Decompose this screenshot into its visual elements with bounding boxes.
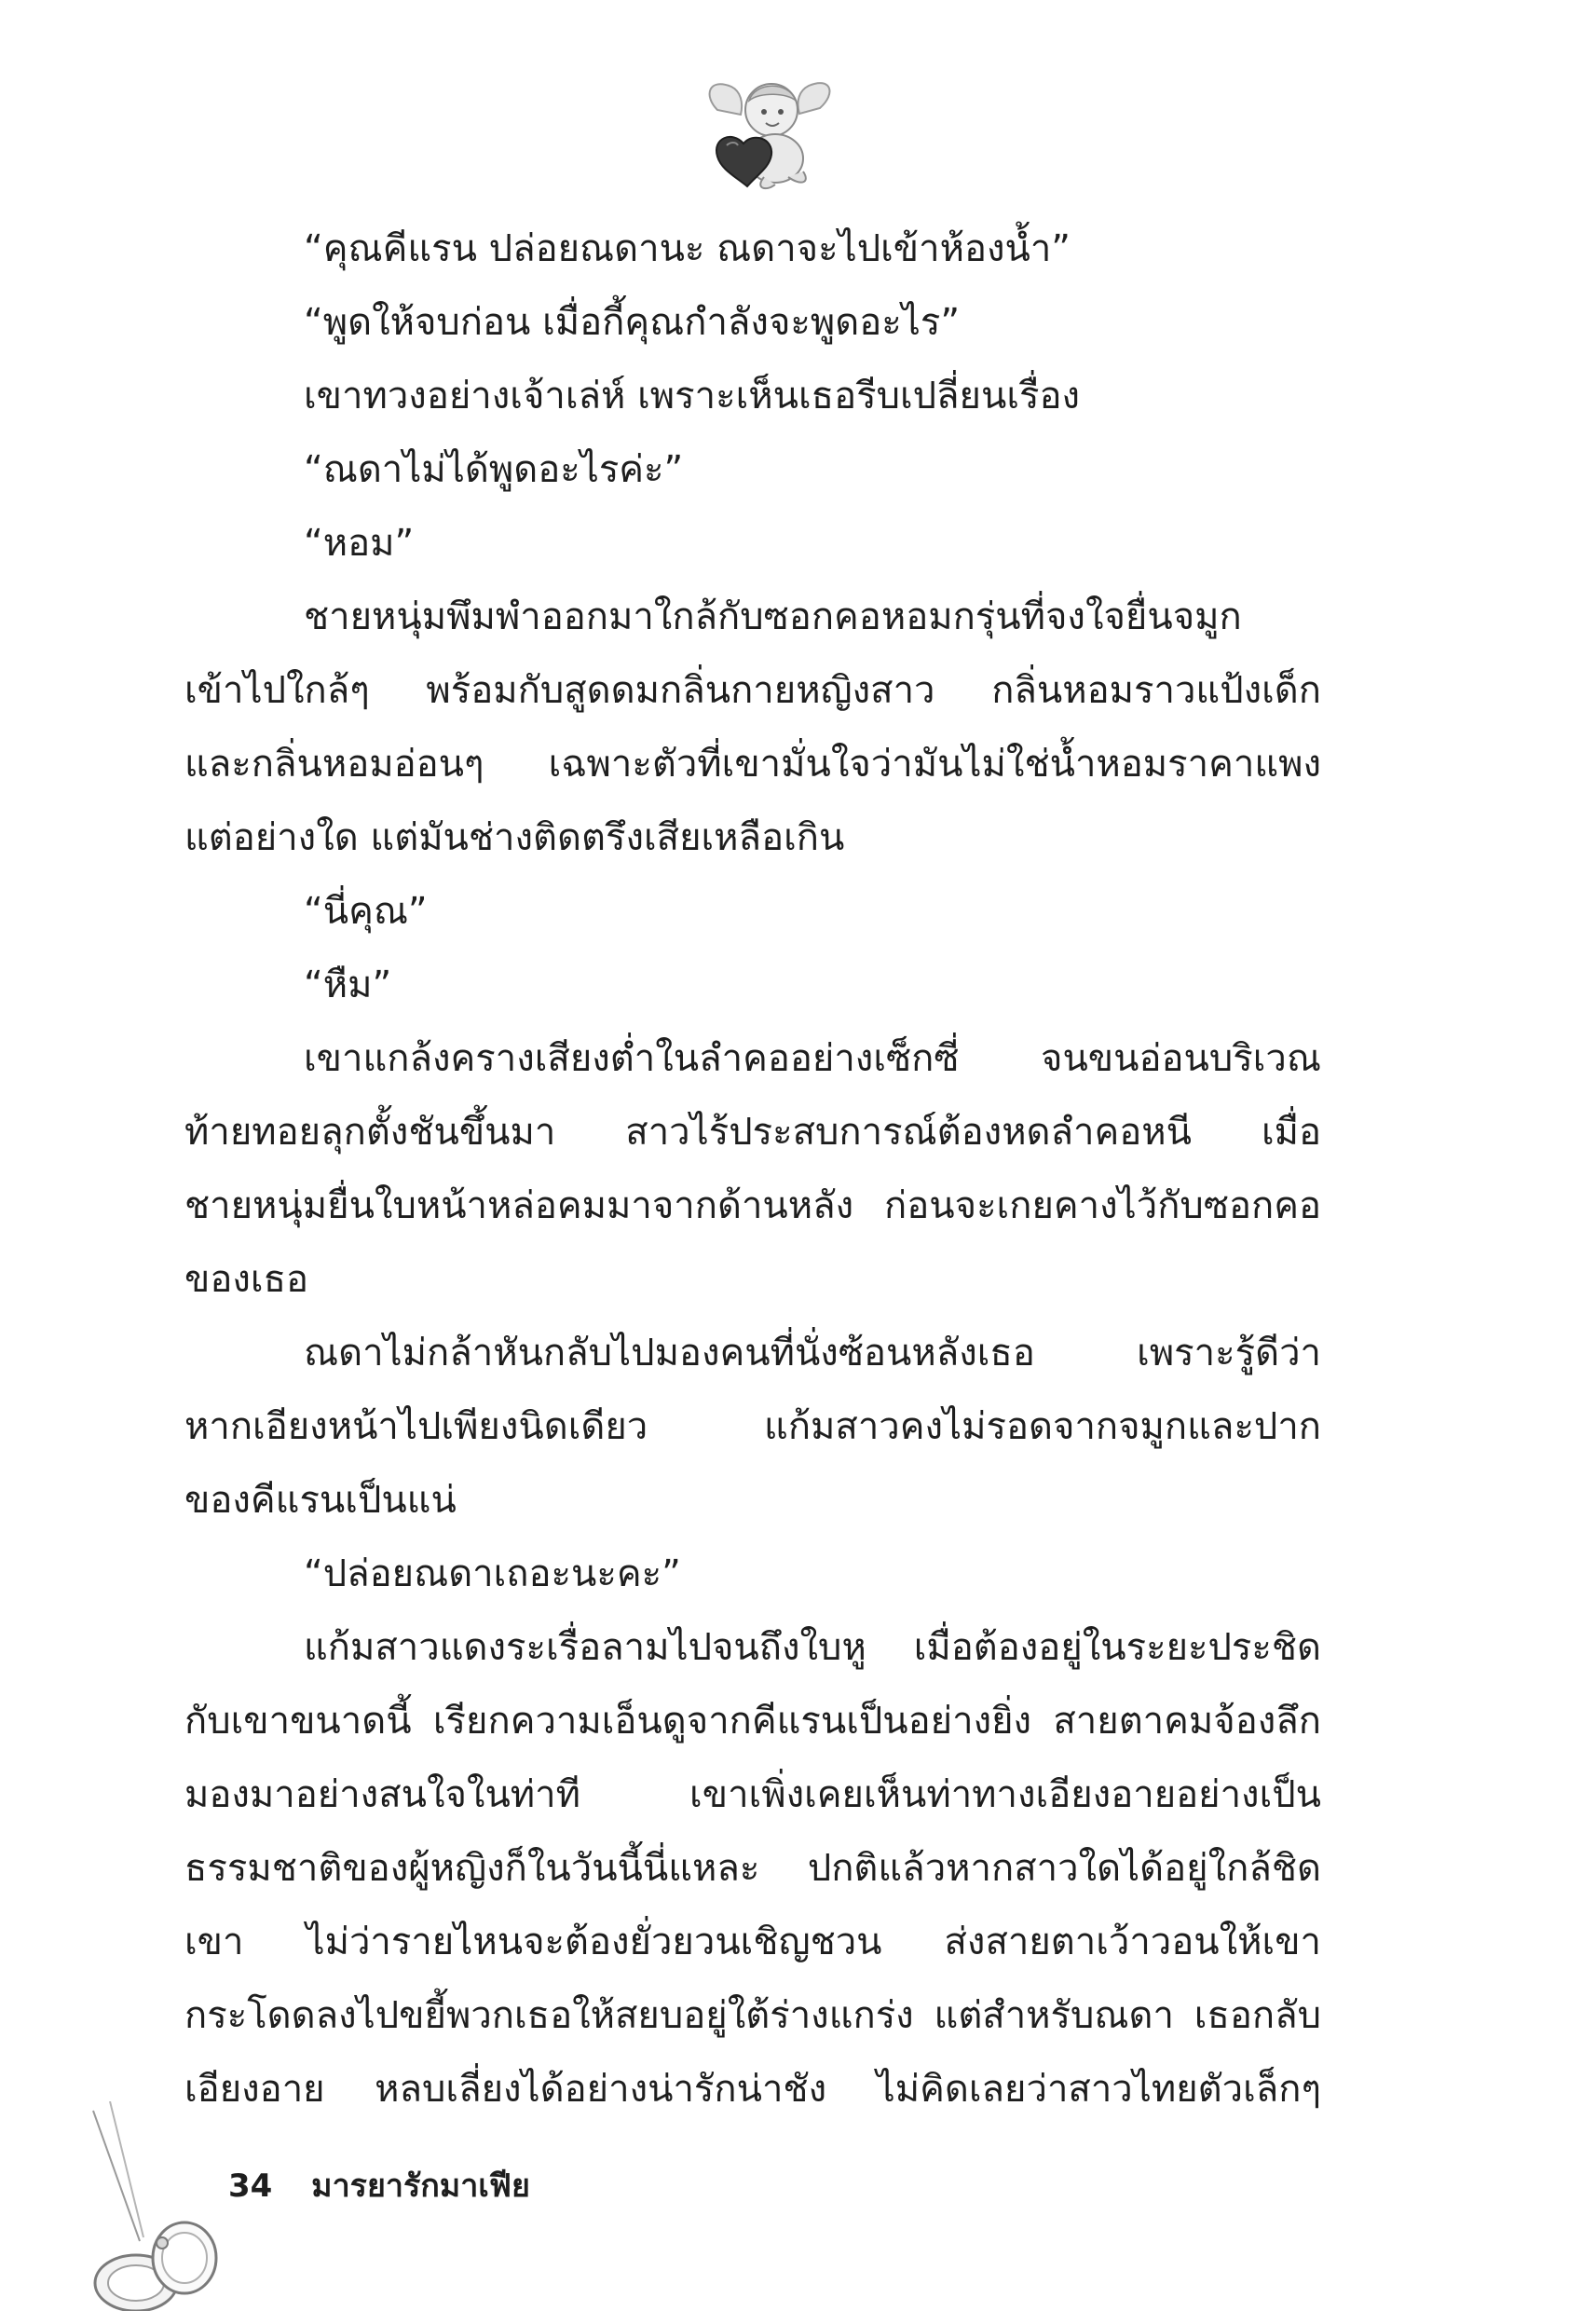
text-line: เขาแกล้งครางเสียงต่ำในลำคออย่างเซ็กซี่ จนขนอ่อนบริเวณ bbox=[304, 1037, 1321, 1080]
text-line: ของคีแรนเป็นแน่ bbox=[184, 1479, 457, 1522]
text-line: เอียงอาย หลบเลี่ยงได้อย่างน่ารักน่าชัง ไม่คิดเลยว่าสาวไทยตัวเล็กๆ bbox=[184, 2068, 1321, 2111]
page-footer bbox=[228, 2160, 530, 2210]
page-body-text bbox=[184, 212, 1321, 2126]
text-line: หากเอียงหน้าไปเพียงนิดเดียว แก้มสาวคงไม่รอดจากจมูกและปาก bbox=[184, 1405, 1321, 1448]
text-line: และกลิ่นหอมอ่อนๆ เฉพาะตัวที่เขามั่นใจว่ามันไม่ใช่น้ำหอมราคาแพง bbox=[184, 743, 1321, 786]
text-line: เขาทวงอย่างเจ้าเล่ห์ เพราะเห็นเธอรีบเปลี่ยนเรื่อง bbox=[304, 375, 1081, 417]
text-line: แก้มสาวแดงระเรื่อลามไปจนถึงใบหู เมื่อต้องอยู่ในระยะประชิด bbox=[304, 1626, 1321, 1669]
text-line: “คุณคีแรน ปล่อยณดานะ ณดาจะไปเข้าห้องน้ำ” bbox=[304, 227, 1071, 270]
text-line: “ณดาไม่ได้พูดอะไรค่ะ” bbox=[304, 448, 684, 491]
text-line: ชายหนุ่มพึมพำออกมาใกล้กับซอกคอหอมกรุ่นที่จงใจยื่นจมูก bbox=[304, 595, 1242, 638]
locket-icon bbox=[82, 2101, 222, 2311]
text-line: “หืม” bbox=[304, 964, 392, 1006]
text-line: กับเขาขนาดนี้ เรียกความเอ็นดูจากคีแรนเป็นอย่างยิ่ง สายตาคมจ้องลึก bbox=[184, 1700, 1321, 1743]
text-line: กระโดดลงไปขยี้พวกเธอให้สยบอยู่ใต้ร่างแกร่ง แต่สำหรับณดา เธอกลับ bbox=[184, 1994, 1321, 2037]
text-line: “ปล่อยณดาเถอะนะคะ” bbox=[304, 1552, 681, 1595]
text-line: ของเธอ bbox=[184, 1258, 309, 1301]
text-line: “นี่คุณ” bbox=[304, 890, 428, 933]
text-line: “หอม” bbox=[304, 522, 415, 565]
text-line: ชายหนุ่มยื่นใบหน้าหล่อคมมาจากด้านหลัง ก่อนจะเกยคางไว้กับซอกคอ bbox=[184, 1184, 1321, 1227]
text-line: ท้ายทอยลุกตั้งชันขึ้นมา สาวไร้ประสบการณ์ต้องหดลำคอหนี เมื่อ bbox=[184, 1111, 1321, 1154]
text-line: แต่อย่างใด แต่มันช่างติดตรึงเสียเหลือเกิน bbox=[184, 816, 845, 859]
book-title: มารยารักมาเฟีย bbox=[311, 2167, 530, 2205]
text-line: เขา ไม่ว่ารายไหนจะต้องยั่วยวนเชิญชวน ส่งสายตาเว้าวอนให้เขา bbox=[184, 1921, 1321, 1963]
text-line: ธรรมชาติของผู้หญิงก็ในวันนี้นี่แหละ ปกติแล้วหากสาวใดได้อยู่ใกล้ชิด bbox=[184, 1847, 1321, 1890]
text-line: มองมาอย่างสนใจในท่าที เขาเพิ่งเคยเห็นท่าทางเอียงอายอย่างเป็น bbox=[184, 1773, 1321, 1816]
page-number: 34 bbox=[228, 2167, 273, 2205]
cupid-with-heart-icon bbox=[699, 73, 839, 194]
text-line: ณดาไม่กล้าหันกลับไปมองคนที่นั่งซ้อนหลังเธอ เพราะรู้ดีว่า bbox=[304, 1332, 1321, 1374]
text-line: เข้าไปใกล้ๆ พร้อมกับสูดดมกลิ่นกายหญิงสาว กลิ่นหอมราวแป้งเด็ก bbox=[184, 669, 1321, 712]
text-line: “พูดให้จบก่อน เมื่อกี้คุณกำลังจะพูดอะไร” bbox=[304, 301, 961, 344]
